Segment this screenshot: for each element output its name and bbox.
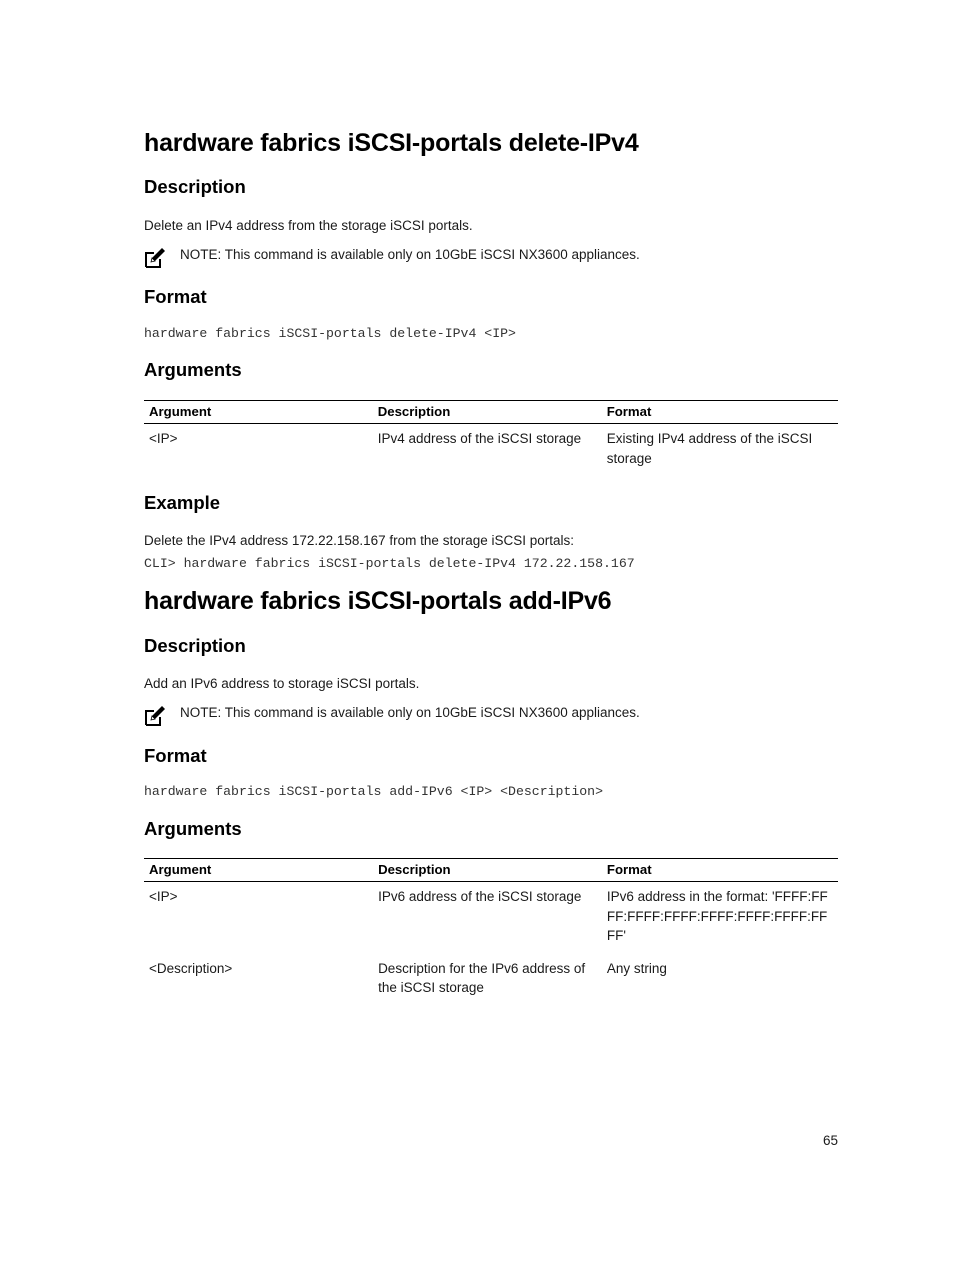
format-code: hardware fabrics iSCSI-portals delete-IPv4 <IP> [144,326,516,341]
description-heading: Description [144,635,246,656]
arguments-table [144,400,838,476]
description-text: Add an IPv6 address to storage iSCSI portals. [144,676,420,691]
note-pencil-icon [144,705,166,727]
table-row [144,882,838,954]
note-text: This command is available only on 10GbE iSCSI NX3600 appliances. [224,705,640,720]
table-row [144,424,838,477]
format-heading: Format [144,745,207,766]
note-label: NOTE: [180,247,222,262]
note-pencil-icon [144,247,166,269]
arguments-heading: Arguments [144,818,242,839]
column-header: Argument [144,859,373,882]
table-header-row [144,859,838,882]
column-header: Argument [144,401,373,424]
arguments-heading: Arguments [144,359,242,380]
description-heading: Description [144,176,246,197]
table-header-row [144,401,838,424]
note-label: NOTE: [180,705,222,720]
note [144,705,838,731]
column-header: Description [373,401,602,424]
arguments-table [144,858,838,1006]
note [144,247,838,273]
section-title: hardware fabrics iSCSI-portals add-IPv6 [144,587,612,615]
table-cell: IPv6 address of the iSCSI storage [378,889,582,904]
table-row [144,954,838,1006]
table-cell: <IP> [149,889,178,904]
column-header: Format [602,859,838,882]
description-text: Delete an IPv4 address from the storage iSCSI portals. [144,218,473,233]
table-cell: IPv4 address of the iSCSI storage [377,431,582,446]
format-heading: Format [144,286,207,307]
note-text: This command is available only on 10GbE iSCSI NX3600 appliances. [224,247,640,262]
table-cell: Any string [606,960,667,976]
example-heading: Example [144,492,221,513]
section-title: hardware fabrics iSCSI-portals delete-IPv4 [144,129,639,157]
table-cell: IPv6 address in the format: 'FFFF:FFFF:FFFF:FFFF:FFFF:FFFF:FFFF:FFFF' [606,889,828,943]
format-code: hardware fabrics iSCSI-portals add-IPv6 <IP> <Description> [144,784,603,799]
table-cell: Existing IPv4 address of the iSCSI storage [606,431,813,466]
column-header: Description [373,859,602,882]
table-cell: Description for the IPv6 address of the iSCSI storage [378,960,586,995]
example-code: CLI> hardware fabrics iSCSI-portals delete-IPv4 172.22.158.167 [144,556,635,571]
column-header: Format [602,401,838,424]
example-text: Delete the IPv4 address 172.22.158.167 from the storage iSCSI portals: [144,533,575,548]
table-cell: <IP> [149,431,178,446]
page-number: 65 [822,1133,838,1148]
table-cell: <Description> [149,960,233,976]
